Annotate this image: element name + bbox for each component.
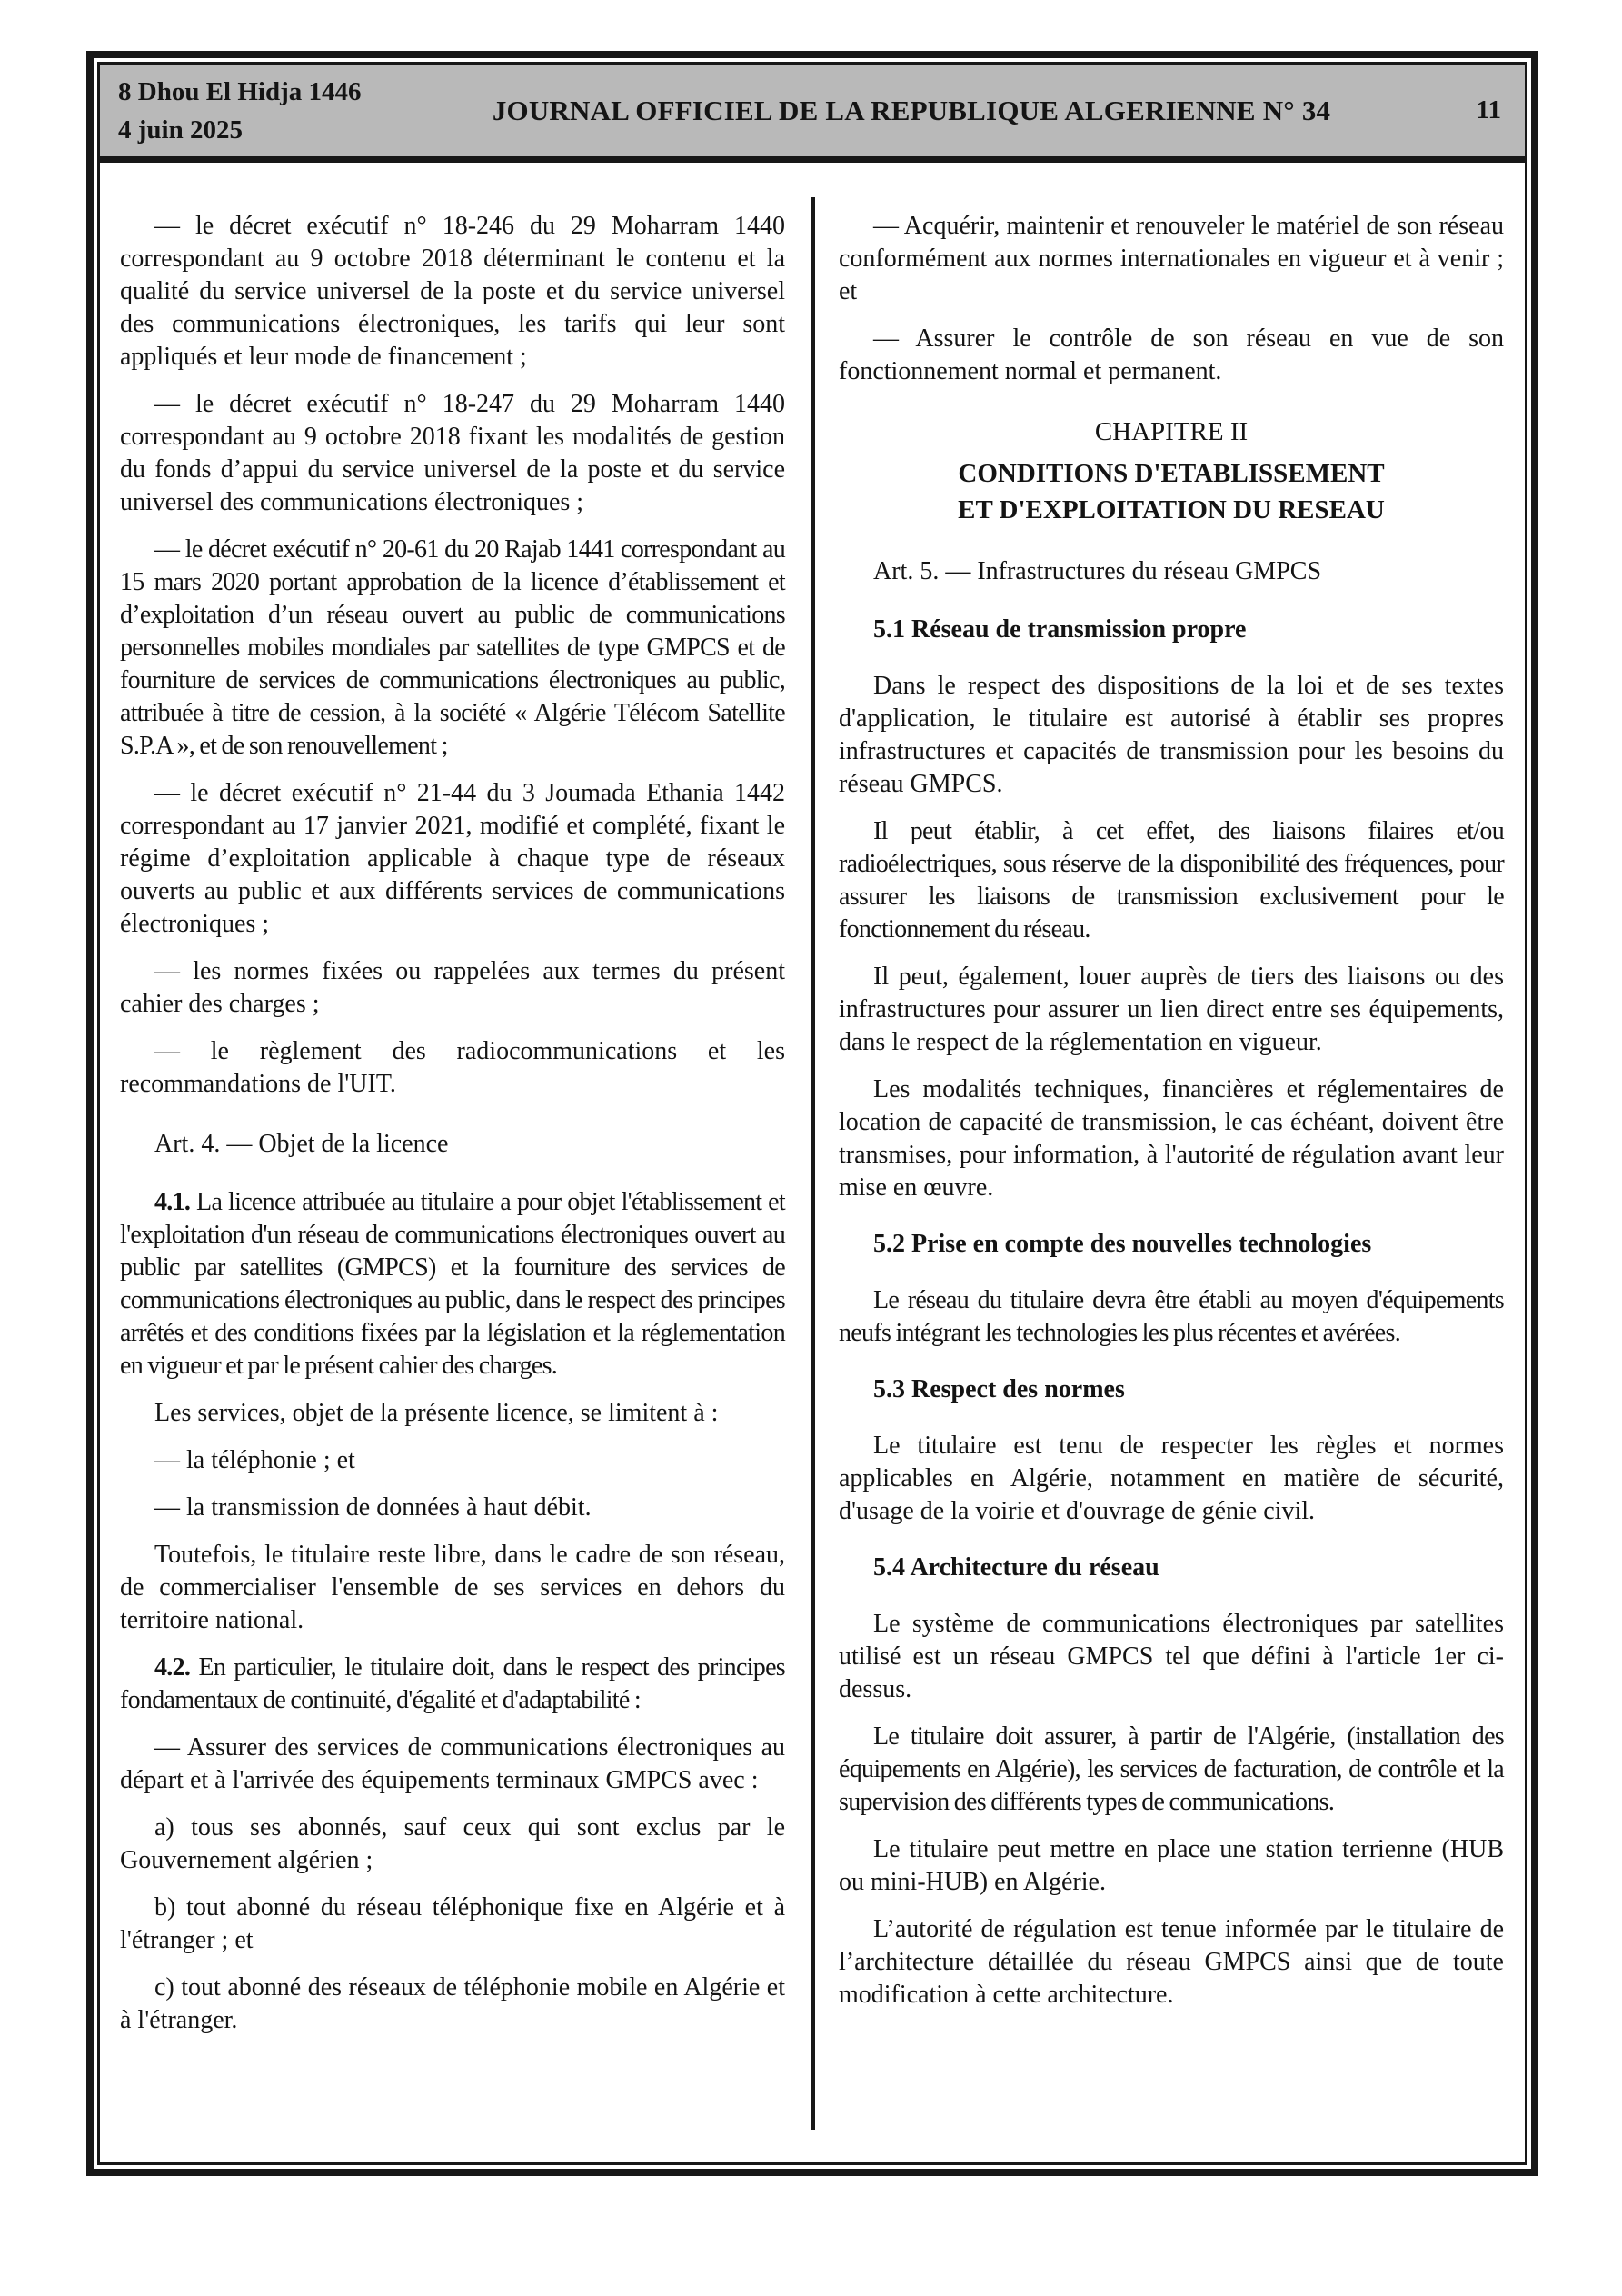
paragraph: Les services, objet de la présente licence, se limitent à : [154,1399,719,1427]
journal-title: JOURNAL OFFICIEL DE LA REPUBLIQUE ALGERIENNE N° 34 [492,94,1331,126]
paragraph: Il peut établir, à cet effet, des liaisons filaires et/ou radioélectriques, sous réserve de la disponibilité des fréquences, pour assurer les liaisons de transmission exclusivement pour le fonctionnement du réseau. [839,817,1504,943]
list-item: — Acquérir, maintenir et renouveler le matériel de son réseau conformément aux normes internationales en vigueur et à venir ; et [839,212,1504,305]
decree-paragraph: — le règlement des radiocommunications et les recommandations de l'UIT. [120,1037,785,1098]
paragraph: Le système de communications électroniques par satellites utilisé est un réseau GMPCS tel que défini à l'article 1er ci-dessus. [839,1610,1504,1703]
page-frame-inner [97,62,1527,2165]
paragraph: Dans le respect des dispositions de la loi et de ses textes d'application, le titulaire est autorisé à établir ses propres infrastructures et capacités de transmission pour les besoins du réseau GMPCS. [839,672,1504,798]
list-item: — Assurer le contrôle de son réseau en vue de son fonctionnement normal et permanent. [839,324,1504,385]
section-5-3-heading: 5.3 Respect des normes [873,1375,1125,1403]
decree-paragraph: — le décret exécutif n° 18-246 du 29 Moharram 1440 correspondant au 9 octobre 2018 déterminant le contenu et la qualité du service universel de la poste et du service universel des communications électroniques, les tarifs qui leur sont appliqués et leur mode de financement ; [120,212,785,371]
paragraph: Il peut, également, louer auprès de tiers des liaisons ou des infrastructures pour assurer un lien direct entre ses équipements, dans le respect de la réglementation en vigueur. [839,963,1504,1056]
chapter-title-line1: CONDITIONS D'ETABLISSEMENT [958,459,1385,488]
paragraph: Le titulaire doit assurer, à partir de l'Algérie, (installation des équipements en Algérie), les services de facturation, de contrôle et la supervision des différents types de communications. [839,1722,1504,1816]
clause-4-1 [120,1186,785,1383]
section-5-2-heading: 5.2 Prise en compte des nouvelles technologies [873,1230,1372,1258]
page-content [100,163,1525,2162]
chapter-title-line2: ET D'EXPLOITATION DU RESEAU [958,495,1385,524]
column-divider [811,197,815,2130]
list-item-letter: c) tout abonné des réseaux de téléphonie mobile en Algérie et à l'étranger. [120,1973,785,2034]
header-dates [118,73,362,149]
clause-text: La licence attribuée au titulaire a pour objet l'établissement et l'exploitation d'un réseau de communications électroniques ouvert au public par satellites (GMPCS) et la fourniture des services de communications électroniques au public, dans le respect des principes arrêtés et des conditions fixées par la législation et la réglementation en vigueur et par le présent cahier des charges. [120,1188,785,1380]
list-item-letter: b) tout abonné du réseau téléphonique fixe en Algérie et à l'étranger ; et [120,1893,785,1954]
page-number: 11 [1476,95,1501,125]
paragraph: Toutefois, le titulaire reste libre, dans le cadre de son réseau, de commercialiser l'ensemble de ses services en dehors du territoire national. [120,1541,785,1634]
list-item: — la transmission de données à haut débit. [154,1493,592,1522]
clause-text: En particulier, le titulaire doit, dans le respect des principes fondamentaux de continuité, d'égalité et d'adaptabilité : [120,1653,785,1714]
clause-number: 4.2. [154,1653,191,1682]
section-5-4-heading: 5.4 Architecture du réseau [873,1553,1159,1582]
page-frame [86,51,1538,2176]
right-column [839,163,1504,2162]
decree-paragraph: — les normes fixées ou rappelées aux termes du présent cahier des charges ; [120,957,785,1018]
list-item: — la téléphonie ; et [154,1446,355,1474]
chapter-heading: CHAPITRE II [1094,417,1249,446]
date-gregorian: 4 juin 2025 [118,115,243,145]
clause-4-2 [120,1652,785,1717]
left-column [120,163,785,2162]
article-5-heading: Art. 5. — Infrastructures du réseau GMPCS [873,557,1322,585]
page-header [100,65,1525,163]
paragraph: Les modalités techniques, financières et réglementaires de location de capacité de transmission, le cas échéant, doivent être transmises, pour information, à l'autorité de régulation avant leur mise en œuvre. [839,1075,1504,1202]
date-hijri: 8 Dhou El Hidja 1446 [118,76,362,106]
chapter-title [839,455,1504,528]
decree-paragraph: — le décret exécutif n° 20-61 du 20 Rajab 1441 correspondant au 15 mars 2020 portant approbation de la licence d’établissement et d’exploitation d’un réseau ouvert au public de communications personnelles mobiles mondiales par satellites de type GMPCS et de fourniture de services de communications électroniques au public, attribuée à titre de cession, à la société « Algérie Télécom Satellite S.P.A », et de son renouvellement ; [120,535,785,760]
list-item-letter: a) tous ses abonnés, sauf ceux qui sont exclus par le Gouvernement algérien ; [120,1813,785,1874]
clause-number: 4.1. [154,1188,191,1216]
decree-paragraph: — le décret exécutif n° 21-44 du 3 Joumada Ethania 1442 correspondant au 17 janvier 2021, modifié et complété, fixant le régime d’exploitation applicable à chaque type de réseaux ouverts au public et aux différents services de communications électroniques ; [120,779,785,938]
paragraph: L’autorité de régulation est tenue informée par le titulaire de l’architecture détaillée du réseau GMPCS ainsi que de toute modification à cette architecture. [839,1915,1504,2009]
decree-paragraph: — le décret exécutif n° 18-247 du 29 Moharram 1440 correspondant au 9 octobre 2018 fixant les modalités de gestion du fonds d’appui du service universel de la poste et du service universel des communications électroniques ; [120,390,785,516]
section-5-1-heading: 5.1 Réseau de transmission propre [873,615,1247,644]
article-4-heading: Art. 4. — Objet de la licence [154,1130,449,1158]
paragraph: Le réseau du titulaire devra être établi au moyen d'équipements neufs intégrant les technologies les plus récentes et avérées. [839,1286,1504,1347]
paragraph: Le titulaire est tenu de respecter les règles et normes applicables en Algérie, notamment en matière de sécurité, d'usage de la voirie et d'ouvrage de génie civil. [839,1432,1504,1525]
paragraph: Le titulaire peut mettre en place une station terrienne (HUB ou mini-HUB) en Algérie. [839,1835,1504,1896]
list-item: — Assurer des services de communications électroniques au départ et à l'arrivée des équipements terminaux GMPCS avec : [120,1733,785,1794]
